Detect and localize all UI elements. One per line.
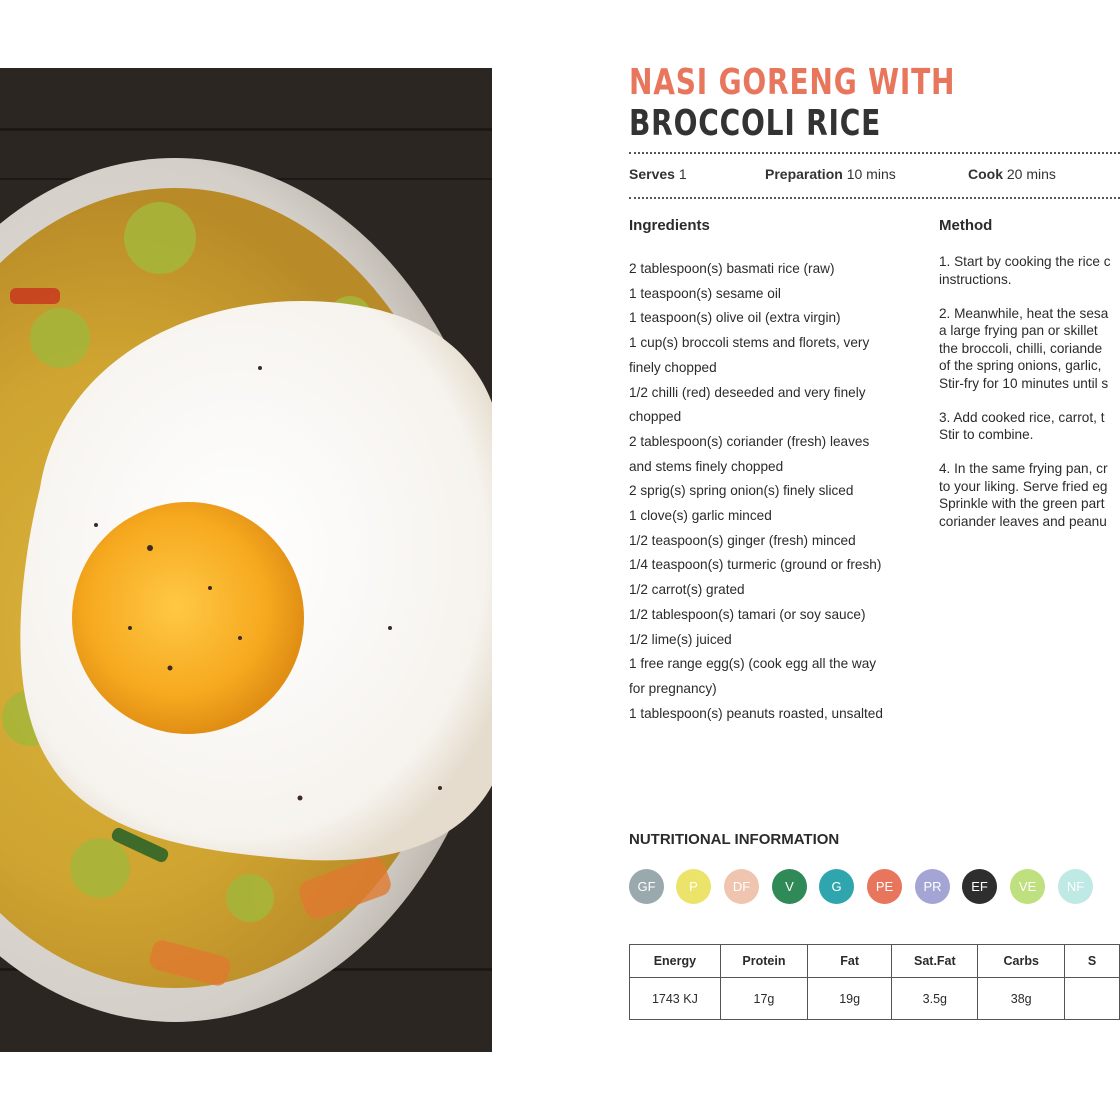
divider-top <box>629 152 1120 154</box>
nutrition-header-row <box>630 945 1120 978</box>
nutrition-value-sat-fat: 3.5g <box>892 978 978 1020</box>
method-step-4 <box>939 460 1120 530</box>
method-line: Sprinkle with the green part <box>939 496 1105 511</box>
method-step-1 <box>939 253 1120 288</box>
recipe-title <box>629 62 955 144</box>
nutrition-header-protein: Protein <box>720 945 807 978</box>
ingredient-line: 2 sprig(s) spring onion(s) finely sliced <box>629 483 854 499</box>
ingredient-line: 1 free range egg(s) (cook egg all the way <box>629 656 877 672</box>
ingredient-line: 1/2 chilli (red) deseeded and very finely <box>629 384 866 400</box>
method-heading: Method <box>939 217 993 234</box>
nutrition-value-carbs: 38g <box>978 978 1065 1020</box>
ingredient-line: 2 tablespoon(s) basmati rice (raw) <box>629 261 835 276</box>
badge-pe: PE <box>867 869 902 904</box>
divider-bottom <box>629 197 1120 199</box>
ingredient-line: 2 tablespoon(s) coriander (fresh) leaves <box>629 433 870 449</box>
ingredient-line: 1/2 teaspoon(s) ginger (fresh) minced <box>629 532 856 548</box>
cook-info <box>968 166 1056 182</box>
method-line: of the spring onions, garlic, <box>939 358 1102 373</box>
recipe-photo <box>0 68 492 1052</box>
ingredient-line: 1 clove(s) garlic minced <box>629 508 772 524</box>
method-line: instructions. <box>939 271 1012 287</box>
method-line: a large frying pan or skillet <box>939 323 1098 338</box>
ingredient-line: 1/2 lime(s) juiced <box>629 631 732 647</box>
badge-vegan: VE <box>1010 869 1045 904</box>
nutrition-header-fat: Fat <box>808 945 892 978</box>
nutrition-table <box>629 944 1120 1020</box>
serves-label: Serves <box>629 166 675 182</box>
ingredient-line: 1 cup(s) broccoli stems and florets, very <box>629 335 870 351</box>
ingredient-line: 1 teaspoon(s) sesame oil <box>629 285 781 301</box>
method-step-2 <box>939 305 1120 393</box>
nutrition-value-protein: 17g <box>720 978 807 1020</box>
method-line: to your liking. Serve fried eg <box>939 478 1108 494</box>
serves-info <box>629 166 687 182</box>
nutrition-value-row <box>630 978 1120 1020</box>
ingredient-line: and stems finely chopped <box>629 458 784 474</box>
method-line: the broccoli, chilli, coriande <box>939 340 1103 356</box>
method-line: Stir to combine. <box>939 427 1034 442</box>
ingredient-line: 1 teaspoon(s) olive oil (extra virgin) <box>629 310 841 326</box>
ingredients-list <box>629 257 919 726</box>
fried-egg-rice-bowl-image <box>0 68 492 1052</box>
ingredient-line: for pregnancy) <box>629 680 717 696</box>
nutrition-header-cut: S <box>1064 945 1119 978</box>
cook-label: Cook <box>968 166 1003 182</box>
ingredient-line: 1 tablespoon(s) peanuts roasted, unsalted <box>629 705 883 721</box>
badge-pr: PR <box>915 869 950 904</box>
method-line: 2. Meanwhile, heat the sesa <box>939 305 1109 321</box>
serves-value: 1 <box>678 166 687 182</box>
method-line: Stir-fry for 10 minutes until s <box>939 375 1109 391</box>
method-step-3 <box>939 409 1120 444</box>
badge-g: G <box>819 869 854 904</box>
ingredient-line: 1/2 tablespoon(s) tamari (or soy sauce) <box>629 606 866 622</box>
preparation-info <box>765 166 896 182</box>
badge-dairy-free: DF <box>724 869 759 904</box>
ingredient-line: 1/4 teaspoon(s) turmeric (ground or fresh) <box>629 557 882 573</box>
nutrition-header-carbs: Carbs <box>978 945 1065 978</box>
nutrition-value-cut <box>1064 978 1119 1020</box>
recipe-title-line1: NASI GORENG WITH <box>629 62 956 103</box>
nutrition-header-energy: Energy <box>630 945 721 978</box>
badge-vegetarian: V <box>772 869 807 904</box>
badge-pregnancy: P <box>676 869 711 904</box>
badge-gluten-free: GF <box>629 869 664 904</box>
preparation-label: Preparation <box>765 166 843 182</box>
nutrition-header-sat-fat: Sat.Fat <box>892 945 978 978</box>
cook-value: 20 mins <box>1006 166 1056 182</box>
method-line: coriander leaves and peanu <box>939 513 1107 529</box>
badge-egg-free: EF <box>962 869 997 904</box>
method-steps <box>939 253 1120 547</box>
ingredient-line: chopped <box>629 409 682 425</box>
badge-nut-free: NF <box>1058 869 1093 904</box>
nutrition-value-fat: 19g <box>808 978 892 1020</box>
ingredients-heading: Ingredients <box>629 217 710 234</box>
nutrition-heading: NUTRITIONAL INFORMATION <box>629 831 840 848</box>
ingredient-line: finely chopped <box>629 359 717 375</box>
preparation-value: 10 mins <box>846 166 896 182</box>
method-line: 1. Start by cooking the rice c <box>939 254 1111 269</box>
method-line: 3. Add cooked rice, carrot, t <box>939 409 1105 425</box>
ingredient-line: 1/2 carrot(s) grated <box>629 582 745 598</box>
recipe-title-line2: BROCCOLI RICE <box>629 103 882 144</box>
nutrition-value-energy: 1743 KJ <box>630 978 721 1020</box>
method-line: 4. In the same frying pan, cr <box>939 461 1108 476</box>
